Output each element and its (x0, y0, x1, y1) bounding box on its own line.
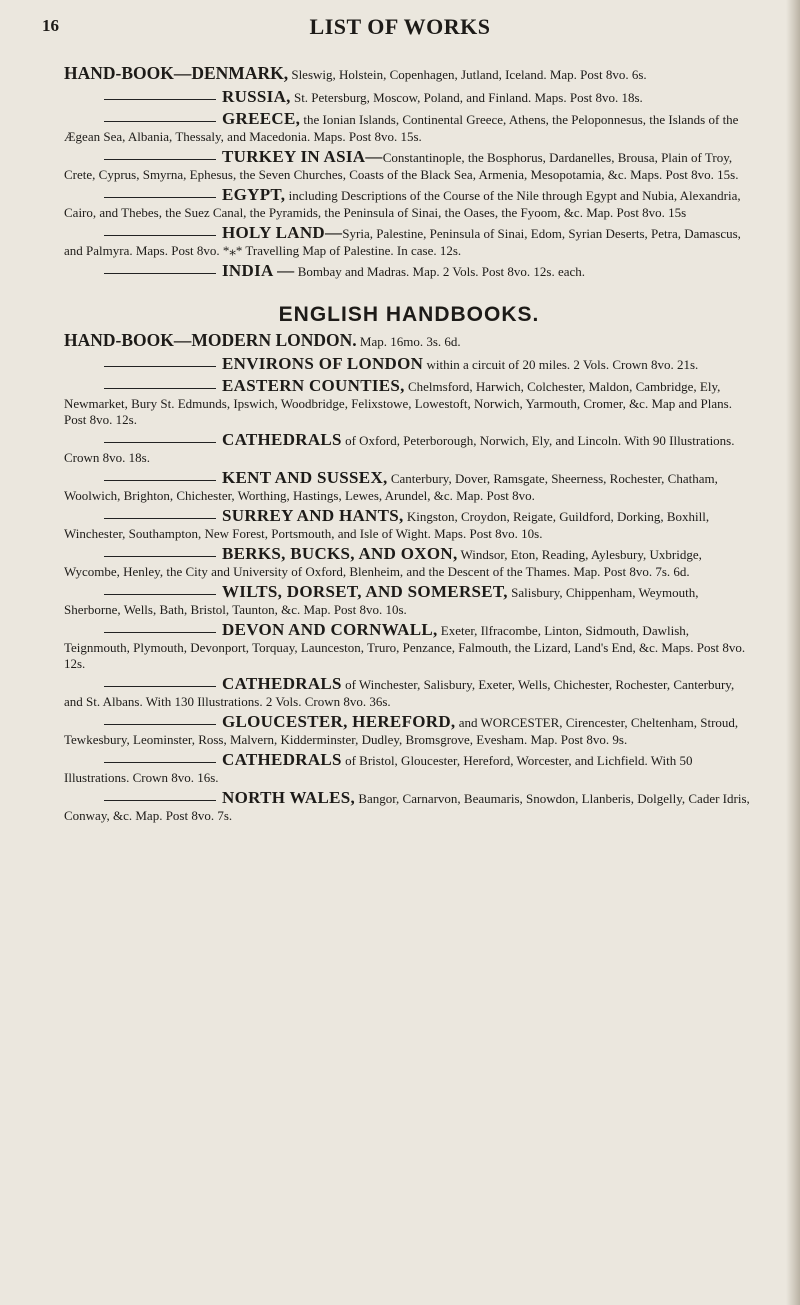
catalogue-entry (64, 329, 754, 352)
ditto-dash (104, 366, 216, 367)
entry-heading: DEVON AND CORNWALL, (222, 620, 438, 639)
entry-description: of Oxford, Peterborough, Norwich, Ely, and Lincoln. With 90 Illustrations. Crown 8vo. 18s. (64, 433, 735, 465)
entry-heading: NORTH WALES, (222, 788, 356, 807)
section-title-english-handbooks: ENGLISH HANDBOOKS. (278, 303, 540, 326)
catalogue-content (64, 62, 754, 825)
entry-description: the Ionian Islands, Continental Greece, Athens, the Peloponnesus, the Islands of the Ægean Sea, Albania, Thessaly, and Macedonia. Maps. Post 8vo. 15s. (64, 112, 739, 144)
catalogue-entry (64, 222, 754, 259)
ditto-dash (104, 518, 216, 519)
running-head: LIST OF WORKS (309, 14, 491, 39)
entry-description: Exeter, Ilfracombe, Linton, Sidmouth, Dawlish, Teignmouth, Plymouth, Devonport, Torquay, Launceston, Truro, Penzance, Falmouth, the Lizard, Land's End, &c. Maps. Post 8vo. 12s. (64, 623, 746, 671)
catalogue-entry (64, 86, 754, 107)
entry-description: Kingston, Croydon, Reigate, Guildford, Dorking, Boxhill, Winchester, Southampton, New Forest, Portsmouth, and Isle of Wight. Maps. Post 8vo. 10s. (64, 509, 710, 541)
entry-description: Salisbury, Chippenham, Weymouth, Sherborne, Wells, Bath, Bristol, Taunton, &c. Map. Post 8vo. 10s. (64, 585, 699, 617)
catalogue-entry (64, 353, 754, 374)
catalogue-entry (64, 429, 754, 466)
ditto-dash (104, 724, 216, 725)
english-handbooks-list (64, 329, 754, 824)
entry-heading: INDIA — (222, 261, 295, 280)
catalogue-entry (64, 146, 754, 183)
ditto-dash (104, 273, 216, 274)
ditto-dash (104, 235, 216, 236)
catalogue-entry (64, 749, 754, 786)
catalogue-entry (64, 467, 754, 504)
foreign-handbooks-list (64, 62, 754, 281)
catalogue-entry (64, 711, 754, 748)
entry-description: Syria, Palestine, Peninsula of Sinai, Edom, Syrian Deserts, Petra, Damascus, and Palmyra. Maps. Post 8vo. *⁎* Travelling Map of Palestine. In case. 12s. (64, 226, 741, 258)
entry-heading: CATHEDRALS (222, 674, 342, 693)
entry-description: and WORCESTER, Cirencester, Cheltenham, Stroud, Tewkesbury, Leominster, Ross, Malvern, Kidderminster, Dudley, Bromsgrove, Evesham. Map. Post 8vo. 9s. (64, 715, 739, 747)
entry-description: of Bristol, Gloucester, Hereford, Worcester, and Lichfield. With 50 Illustrations. Crown 8vo. 16s. (64, 753, 693, 785)
catalogue-entry (64, 787, 754, 824)
entry-heading: GREECE, (222, 109, 301, 128)
entry-heading: EGYPT, (222, 185, 286, 204)
ditto-dash (104, 159, 216, 160)
entry-description: St. Petersburg, Moscow, Poland, and Finland. Maps. Post 8vo. 18s. (290, 90, 643, 105)
ditto-dash (104, 800, 216, 801)
entry-description: of Winchester, Salisbury, Exeter, Wells, Chichester, Rochester, Canterbury, and St. Albans. With 130 Illustrations. 2 Vols. Crown 8vo. 36s. (64, 677, 735, 709)
entry-description: Canterbury, Dover, Ramsgate, Sheerness, Rochester, Chatham, Woolwich, Brighton, Chichester, Worthing, Hastings, Lewes, Arundel, &c. Map. Post 8vo. (64, 471, 718, 503)
ditto-dash (104, 632, 216, 633)
entry-description: Chelmsford, Harwich, Colchester, Maldon, Cambridge, Ely, Newmarket, Bury St. Edmunds, Ipswich, Woodbridge, Felixstowe, Lowestoft, Norwich, Yarmouth, Cromer, &c. Map and Plans. Post 8vo. 12s. (64, 379, 732, 427)
ditto-dash (104, 594, 216, 595)
entry-description: Sleswig, Holstein, Copenhagen, Jutland, Iceland. Map. Post 8vo. 6s. (288, 67, 647, 82)
entry-description: Map. 16mo. 3s. 6d. (356, 334, 461, 349)
entry-lead-title: HAND-BOOK—MODERN LONDON. (64, 330, 357, 350)
ditto-dash (104, 686, 216, 687)
entry-description: Windsor, Eton, Reading, Aylesbury, Uxbridge, Wycombe, Henley, the City and University of Oxford, Blenheim, and the Descent of the Thames. Map. Post 8vo. 7s. 6d. (64, 547, 702, 579)
entry-description: within a circuit of 20 miles. 2 Vols. Crown 8vo. 21s. (423, 357, 699, 372)
entry-heading: CATHEDRALS (222, 750, 342, 769)
entry-heading: CATHEDRALS (222, 430, 342, 449)
entry-heading: ENVIRONS OF LONDON (222, 354, 424, 373)
entry-description: Bombay and Madras. Map. 2 Vols. Post 8vo. 12s. each. (294, 264, 586, 279)
entry-description: including Descriptions of the Course of the Nile through Egypt and Nubia, Alexandria, Cairo, and Thebes, the Suez Canal, the Pyramids, the Peninsula of Sinai, the Oases, the Fyoom, &c. Map. Post 8vo. 15s (64, 188, 741, 220)
ditto-dash (104, 556, 216, 557)
catalogue-entry (64, 543, 754, 580)
ditto-dash (104, 480, 216, 481)
catalogue-entry (64, 505, 754, 542)
entry-heading: TURKEY IN ASIA— (222, 147, 383, 166)
catalogue-entry (64, 619, 754, 672)
entry-heading: SURREY AND HANTS, (222, 506, 404, 525)
catalogue-entry (64, 673, 754, 710)
catalogue-entry (64, 581, 754, 618)
ditto-dash (104, 762, 216, 763)
page-number: 16 (42, 16, 59, 35)
ditto-dash (104, 197, 216, 198)
entry-heading: BERKS, BUCKS, AND OXON, (222, 544, 458, 563)
catalogue-entry (64, 62, 754, 85)
entry-lead-title: HAND-BOOK—DENMARK, (64, 63, 289, 83)
entry-heading: GLOUCESTER, HEREFORD, (222, 712, 456, 731)
catalogue-entry (64, 184, 754, 221)
ditto-dash (104, 121, 216, 122)
entry-heading: EASTERN COUNTIES, (222, 376, 405, 395)
entry-description: Bangor, Carnarvon, Beaumaris, Snowdon, Llanberis, Dolgelly, Cader Idris, Conway, &c. Map. Post 8vo. 7s. (64, 791, 750, 823)
catalogue-entry (64, 260, 754, 281)
entry-description: Constantinople, the Bosphorus, Dardanelles, Brousa, Plain of Troy, Crete, Cyprus, Smyrna, Ephesus, the Seven Churches, Coasts of the Black Sea, Armenia, Mesopotamia, &c. Maps. Post 8vo. 15s. (64, 150, 739, 182)
ditto-dash (104, 388, 216, 389)
entry-heading: KENT AND SUSSEX, (222, 468, 388, 487)
entry-heading: RUSSIA, (222, 87, 291, 106)
entry-heading: HOLY LAND— (222, 223, 343, 242)
ditto-dash (104, 99, 216, 100)
entry-heading: WILTS, DORSET, AND SOMERSET, (222, 582, 508, 601)
ditto-dash (104, 442, 216, 443)
catalogue-entry (64, 108, 754, 145)
catalogue-entry (64, 375, 754, 428)
page-edge-shadow (786, 0, 800, 1305)
